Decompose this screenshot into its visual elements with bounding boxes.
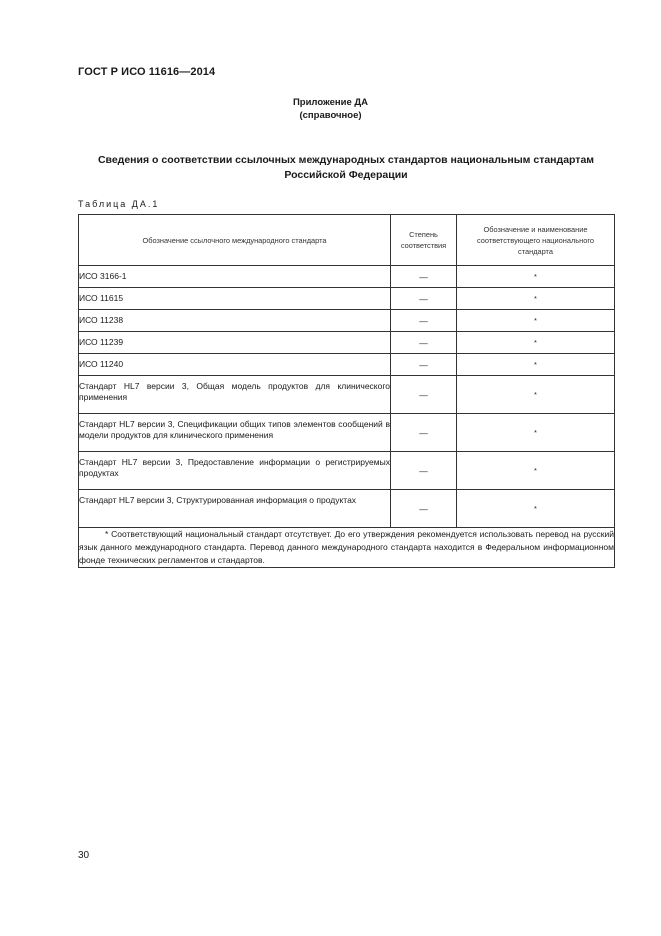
cell-national: * [457, 332, 615, 354]
cell-national: * [457, 452, 615, 490]
table-row [79, 288, 615, 310]
cell-standard: Стандарт HL7 версии 3, Общая модель продуктов для клинического применения [79, 376, 391, 414]
table-footnote-row [79, 528, 615, 568]
column-header-degree-line: соответствия [400, 241, 447, 250]
column-header-national [457, 215, 615, 266]
cell-degree: — [391, 310, 457, 332]
table-footnote [79, 528, 615, 568]
page-number: 30 [78, 850, 90, 861]
table-row [79, 354, 615, 376]
cell-national: * [457, 288, 615, 310]
table-caption: Таблица ДА.1 [78, 199, 160, 209]
cell-standard: ИСО 11238 [79, 310, 391, 332]
cell-national: * [457, 266, 615, 288]
cell-degree: — [391, 354, 457, 376]
cell-national: * [457, 310, 615, 332]
section-title-line-1: Сведения о соответствии ссылочных международных стандартов национальным стандартам [97, 154, 595, 166]
cell-degree: — [391, 376, 457, 414]
cell-degree: — [391, 490, 457, 528]
cell-standard: ИСО 11615 [79, 288, 391, 310]
column-header-national-line: Обозначение и наименование [483, 224, 588, 234]
cell-standard: Стандарт HL7 версии 3, Предоставление информации о регистрируемых продуктах [79, 452, 391, 490]
table-row [79, 310, 615, 332]
cell-national: * [457, 354, 615, 376]
column-header-standard: Обозначение ссылочного международного стандарта [79, 215, 391, 266]
column-header-national-line: соответствующего национального [477, 235, 594, 245]
cell-degree: — [391, 332, 457, 354]
cell-national: * [457, 490, 615, 528]
section-title-line-2: Российской Федерации [284, 169, 408, 181]
table-row [79, 376, 615, 414]
standards-table [78, 214, 615, 568]
cell-standard: Стандарт HL7 версии 3, Спецификации общих типов элементов сообщений в модели продуктов для клинического применения [79, 414, 391, 452]
table-row [79, 266, 615, 288]
column-header-national-line: стандарта [518, 246, 553, 256]
cell-standard: ИСО 11239 [79, 332, 391, 354]
footnote-text: * Соответствующий национальный стандарт отсутствует. До его утверждения рекомендуется использовать перевод на русский язык данного международного стандарта. Перевод данного международного стандарта находится в Федеральном информационном фонде технических регламентов и стандартов. [79, 529, 614, 565]
cell-standard: ИСО 3166-1 [79, 266, 391, 288]
cell-national: * [457, 414, 615, 452]
column-header-degree-line: Степень [409, 230, 438, 239]
cell-degree: — [391, 266, 457, 288]
table-row [79, 490, 615, 528]
table-row [79, 414, 615, 452]
table-row [79, 452, 615, 490]
section-title [78, 153, 614, 183]
appendix-heading [0, 96, 661, 122]
cell-degree: — [391, 288, 457, 310]
column-header-degree [391, 215, 457, 266]
cell-degree: — [391, 414, 457, 452]
cell-degree: — [391, 452, 457, 490]
appendix-subtitle: (справочное) [299, 110, 362, 121]
table-row [79, 332, 615, 354]
cell-national: * [457, 376, 615, 414]
document-header: ГОСТ Р ИСО 11616—2014 [78, 66, 216, 78]
cell-standard: ИСО 11240 [79, 354, 391, 376]
table-header-row [79, 215, 615, 266]
appendix-title: Приложение ДА [292, 97, 369, 108]
cell-standard: Стандарт HL7 версии 3, Структурированная информация о продуктах [79, 490, 391, 528]
